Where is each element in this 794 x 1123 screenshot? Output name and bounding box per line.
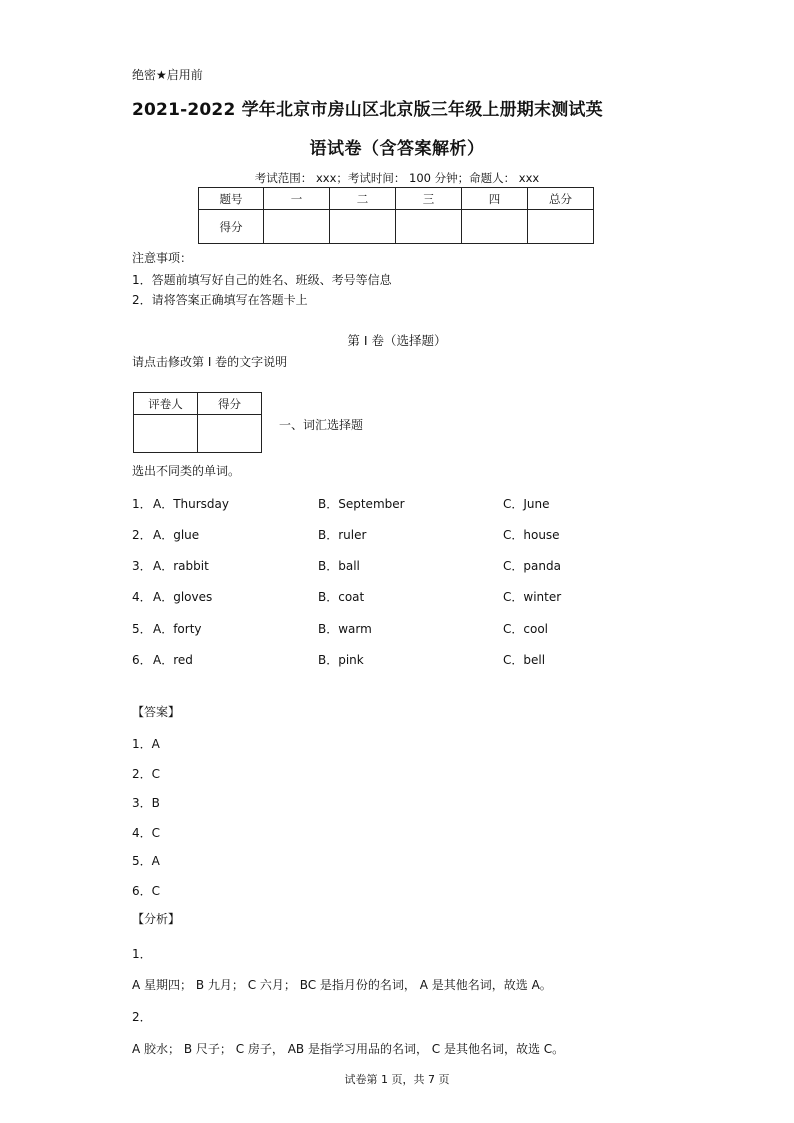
score-header-cell: 题号 <box>199 188 264 210</box>
score-header-cell: 四 <box>462 188 528 210</box>
analysis-line: 1． <box>132 947 152 961</box>
option-a[interactable]: A．rabbit <box>153 559 209 573</box>
page-footer: 试卷第 1 页，共 7 页 <box>344 1073 450 1086</box>
analysis-line: A 胶水； B 尺子； C 房子， AB 是指学习用品的名词， C 是其他名词，故选 C。 <box>132 1042 565 1056</box>
score-cell[interactable] <box>264 210 330 244</box>
option-b[interactable]: B．coat <box>318 590 365 604</box>
question-number: 3． <box>132 559 152 573</box>
option-b[interactable]: B．warm <box>318 622 372 636</box>
grader-table <box>133 392 262 453</box>
option-c[interactable]: C．bell <box>503 653 546 667</box>
answer-item: 6．C <box>132 884 161 898</box>
option-a[interactable]: A．red <box>153 653 193 667</box>
analysis-line: 2． <box>132 1010 152 1024</box>
part-instruction: 选出不同类的单词。 <box>132 464 241 478</box>
score-row-label: 得分 <box>199 210 264 244</box>
option-a[interactable]: A．Thursday <box>153 497 230 511</box>
option-c[interactable]: C．June <box>503 497 550 511</box>
option-c[interactable]: C．winter <box>503 590 562 604</box>
option-c[interactable]: C．panda <box>503 559 561 573</box>
score-header-cell: 总分 <box>528 188 594 210</box>
analysis-heading: 【分析】 <box>132 912 181 926</box>
option-a[interactable]: A．forty <box>153 622 202 636</box>
exam-title-line1: 2021-2022 学年北京市房山区北京版三年级上册期末测试英 <box>132 100 603 120</box>
note-item: 1．答题前填写好自己的姓名、班级、考号等信息 <box>132 273 392 287</box>
question-number: 2． <box>132 528 152 542</box>
answer-item: 1．A <box>132 737 160 751</box>
score-cell[interactable] <box>396 210 462 244</box>
score-header-cell: 三 <box>396 188 462 210</box>
grader-header-cell: 评卷人 <box>134 393 198 415</box>
confidential-label: 绝密★启用前 <box>132 68 203 82</box>
option-b[interactable]: B．ball <box>318 559 360 573</box>
note-item: 2．请将答案正确填写在答题卡上 <box>132 293 308 307</box>
answer-item: 2．C <box>132 767 161 781</box>
option-b[interactable]: B．ruler <box>318 528 367 542</box>
option-c[interactable]: C．house <box>503 528 560 542</box>
grader-cell[interactable] <box>198 415 262 453</box>
option-a[interactable]: A．glue <box>153 528 200 542</box>
option-b[interactable]: B．pink <box>318 653 364 667</box>
score-cell[interactable] <box>330 210 396 244</box>
exam-title-line2: 语试卷（含答案解析） <box>309 139 485 159</box>
answer-item: 5．A <box>132 854 160 868</box>
score-cell[interactable] <box>462 210 528 244</box>
answer-item: 4．C <box>132 826 161 840</box>
score-cell[interactable] <box>528 210 594 244</box>
section-title: 第 I 卷（选择题） <box>347 333 447 348</box>
grader-header-cell: 得分 <box>198 393 262 415</box>
score-header-cell: 二 <box>330 188 396 210</box>
question-number: 1． <box>132 497 152 511</box>
answers-heading: 【答案】 <box>132 705 181 719</box>
exam-info: 考试范围： xxx；考试时间： 100 分钟；命题人： xxx <box>254 171 540 185</box>
section-description: 请点击修改第 I 卷的文字说明 <box>132 355 288 369</box>
option-a[interactable]: A．gloves <box>153 590 213 604</box>
part-title: 一、词汇选择题 <box>279 418 364 432</box>
score-header-cell: 一 <box>264 188 330 210</box>
answer-item: 3．B <box>132 796 160 810</box>
option-b[interactable]: B．September <box>318 497 405 511</box>
question-number: 4． <box>132 590 152 604</box>
grader-cell[interactable] <box>134 415 198 453</box>
option-c[interactable]: C．cool <box>503 622 548 636</box>
score-table <box>198 187 594 244</box>
analysis-line: A 星期四； B 九月； C 六月； BC 是指月份的名词， A 是其他名词，故选 A。 <box>132 978 552 992</box>
notes-heading: 注意事项： <box>132 251 193 265</box>
question-number: 6． <box>132 653 152 667</box>
question-number: 5． <box>132 622 152 636</box>
